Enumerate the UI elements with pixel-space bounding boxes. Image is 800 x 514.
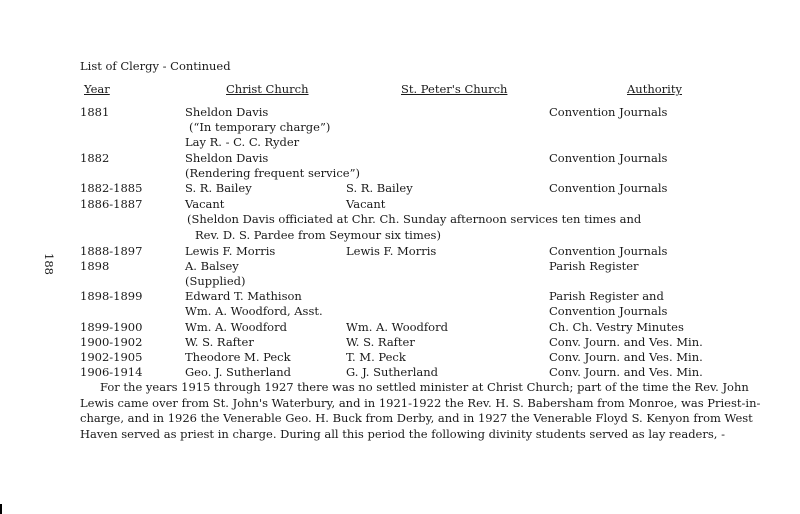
cell-christ: Vacant — [185, 197, 225, 211]
cell-authority: Convention Journals — [549, 244, 668, 258]
cell-authority: Convention Journals — [549, 181, 668, 195]
cell-stpeter: Wm. A. Woodford — [346, 320, 448, 334]
cell-year: 1902-1905 — [80, 350, 143, 364]
cell-year: 1898 — [80, 259, 110, 273]
cell-authority: Conv. Journ. and Ves. Min. — [549, 350, 703, 364]
closing-paragraph — [80, 380, 770, 442]
cell-authority: Conv. Journ. and Ves. Min. — [549, 335, 703, 349]
closing-paragraph-text: For the years 1915 through 1927 there was no settled minister at Christ Church; part of the time the Rev. John Lewis came over from St. John's Waterbury, and in 1921-1922 the Rev. H. S. Babersham from Monroe, was Priest-in-charge, and in 1926 the Venerable Geo. H. Buck from Derby, and in 1927 the Venerable Floyd S. Kenyon from West Haven served as priest in charge. During all this period the following divinity students served as lay readers, - — [80, 380, 761, 441]
cell-christ: Wm. A. Woodford, Asst. — [185, 304, 323, 318]
cell-authority: Ch. Ch. Vestry Minutes — [549, 320, 684, 334]
cell-year: 1881 — [80, 105, 110, 119]
cell-christ: W. S. Rafter — [185, 335, 254, 349]
cell-stpeter: Lewis F. Morris — [346, 244, 437, 258]
column-header-st-peters-church: St. Peter's Church — [401, 82, 508, 96]
cell-christ: Lay R. - C. C. Ryder — [185, 135, 300, 149]
cell-christ: (Sheldon Davis officiated at Chr. Ch. Sunday afternoon services ten times and — [187, 212, 642, 226]
cell-christ: Sheldon Davis — [185, 151, 269, 165]
cell-christ: (Supplied) — [185, 274, 246, 288]
cell-authority: Conv. Journ. and Ves. Min. — [549, 365, 703, 379]
cell-stpeter: W. S. Rafter — [346, 335, 415, 349]
column-header-christ-church: Christ Church — [226, 82, 309, 96]
cell-christ: (“In temporary charge”) — [189, 120, 331, 134]
cell-christ: Rev. D. S. Pardee from Seymour six times) — [195, 228, 441, 242]
cell-authority: Convention Journals — [549, 151, 668, 165]
cell-year: 1900-1902 — [80, 335, 143, 349]
cell-year: 1898-1899 — [80, 289, 143, 303]
cell-stpeter: Vacant — [346, 197, 386, 211]
page-number: 188 — [42, 253, 56, 275]
cell-christ: Geo. J. Sutherland — [185, 365, 291, 379]
cell-year: 1888-1897 — [80, 244, 143, 258]
cell-christ: Theodore M. Peck — [185, 350, 291, 364]
cell-stpeter: T. M. Peck — [346, 350, 406, 364]
cell-authority: Convention Journals — [549, 105, 668, 119]
page-heading: List of Clergy - Continued — [80, 59, 231, 73]
cell-stpeter: S. R. Bailey — [346, 181, 413, 195]
cell-christ: S. R. Bailey — [185, 181, 252, 195]
cell-year: 1882 — [80, 151, 110, 165]
cell-christ: Lewis F. Morris — [185, 244, 276, 258]
cell-year: 1899-1900 — [80, 320, 143, 334]
cell-stpeter: G. J. Sutherland — [346, 365, 439, 379]
cell-authority: Parish Register — [549, 259, 639, 273]
cell-christ: Wm. A. Woodford — [185, 320, 287, 334]
cell-year: 1886-1887 — [80, 197, 143, 211]
cell-authority: Parish Register and — [549, 289, 664, 303]
column-header-year: Year — [84, 82, 110, 96]
cell-year: 1906-1914 — [80, 365, 143, 379]
cell-authority: Convention Journals — [549, 304, 668, 318]
cell-christ: Edward T. Mathison — [185, 289, 302, 303]
cell-year: 1882-1885 — [80, 181, 143, 195]
cell-christ: Sheldon Davis — [185, 105, 269, 119]
cell-christ: (Rendering frequent service”) — [185, 166, 360, 180]
column-header-authority: Authority — [627, 82, 682, 96]
cell-christ: A. Balsey — [185, 259, 239, 273]
scan-edge-mark — [0, 504, 2, 514]
